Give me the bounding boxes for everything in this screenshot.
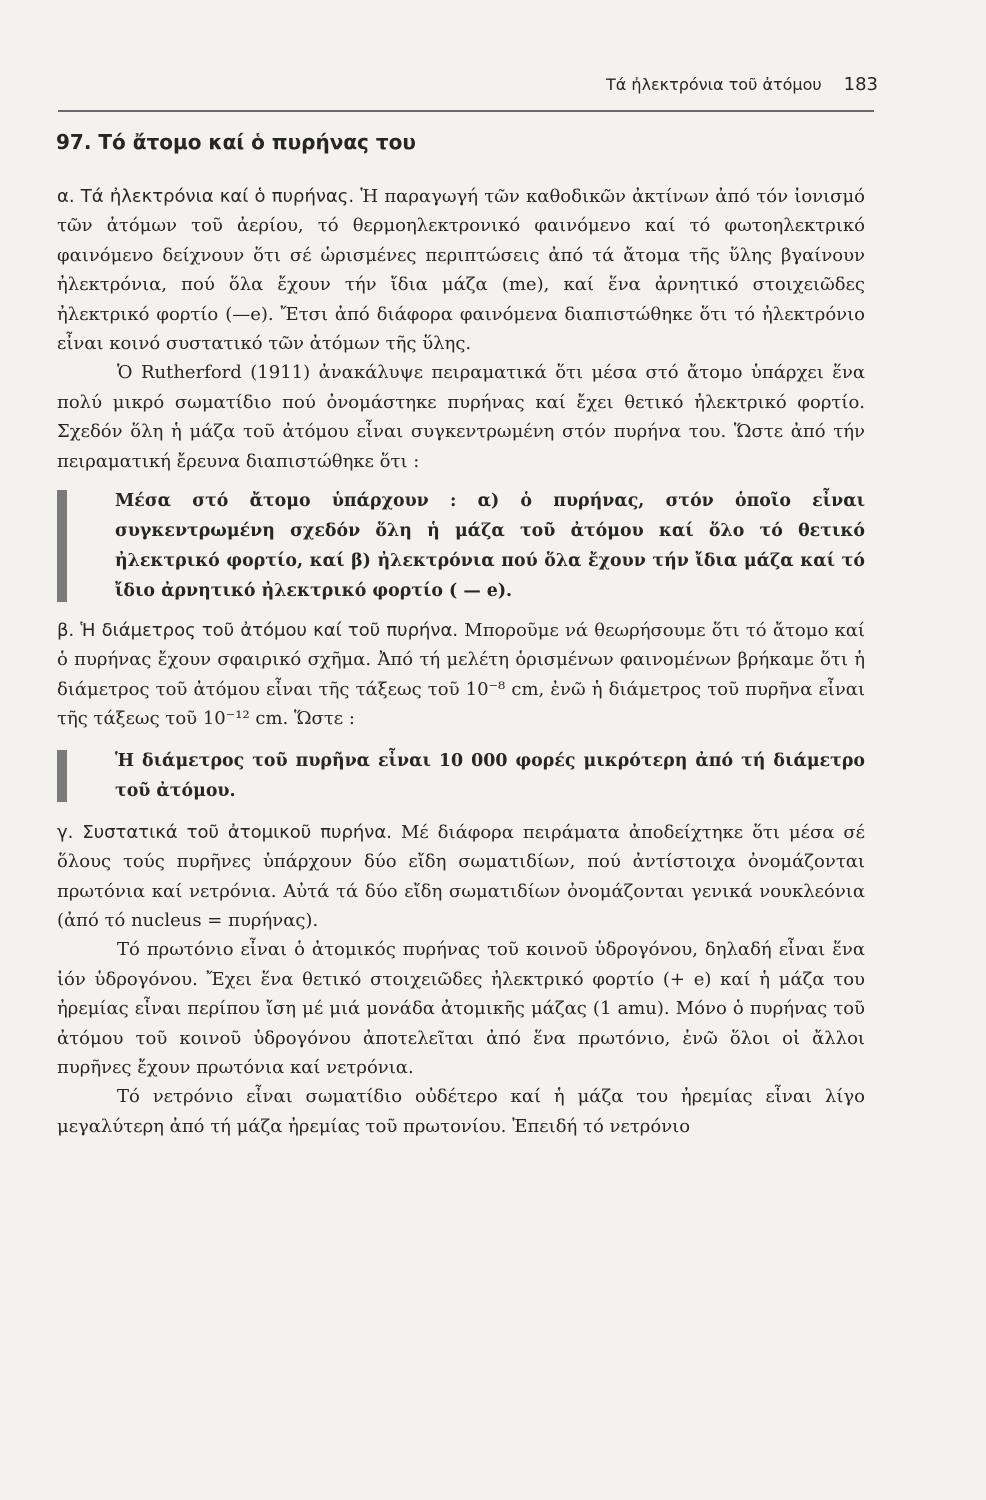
part-a-paragraph-2: Ὁ Rutherford (1911) ἀνακάλυψε πειραματικά ὅτι μέσα στό ἄτομο ὑπάρχει ἕνα πολύ μικρό σωματίδιο πού ὀνομάστηκε πυρήνας καί ἔχει θετικό ἠλεκτρικό φορτίο. Σχεδόν ὅλη ἡ μάζα τοῦ ἀτόμου εἶναι συγκεντρωμένη στόν πυρήνα του. Ὥστε ἀπό τήν πειραματική ἔρευνα διαπιστώθηκε ὅτι : [57, 362, 865, 472]
part-b-text: Μποροῦμε νά θεωρήσουμε ὅτι τό ἄτομο καί ὁ πυρήνας ἔχουν σφαιρικό σχῆμα. Ἀπό τή μελέτη ὁρισμένων φαινομένων βρήκαμε ὅτι ἡ διάμετρος τοῦ ἀτόμου εἶναι τῆς τάξεως τοῦ 10⁻⁸ cm, ἐνῶ ἡ διάμετρος τοῦ πυρῆνα εἶναι τῆς τάξεως τοῦ 10⁻¹² cm. Ὥστε : [57, 620, 865, 730]
part-c-label: γ. Συστατικά τοῦ ἀτομικοῦ πυρήνα. [57, 821, 392, 843]
part-a-label: α. Τά ἠλεκτρόνια καί ὁ πυρήνας. [57, 186, 355, 207]
highlight-text-a: Μέσα στό ἄτομο ὑπάρχουν : α) ὁ πυρήνας, στόν ὁποῖο εἶναι συγκεντρωμένη σχεδόν ὅλη ἡ μάζα τοῦ ἀτόμου καί ὅλο τό θετικό ἠλεκτρικό φορτίο, καί β) ἠλεκτρόνια πού ὅλα ἔχουν τήν ἴδια μάζα καί τό ἴδιο ἀρνητικό ἠλεκτρικό φορτίο ( — e). [115, 491, 865, 602]
running-header [560, 74, 878, 95]
header-rule [58, 110, 874, 112]
part-c-paragraph-1 [57, 818, 865, 936]
part-a-paragraph-1 [57, 182, 865, 358]
part-b-label: β. Ἡ διάμετρος τοῦ ἀτόμου καί τοῦ πυρήνα. [57, 620, 459, 642]
running-title: Τά ἠλεκτρόνια τοῦ ἀτόμου [606, 75, 822, 94]
highlight-bar [57, 750, 67, 802]
highlight-box-b [57, 746, 865, 806]
part-b-paragraph [57, 616, 865, 734]
highlight-text-b: Ἡ διάμετρος τοῦ πυρῆνα εἶναι 10 000 φορές μικρότερη ἀπό τή διάμετρο τοῦ ἀτόμου. [115, 750, 865, 801]
part-c-text-1: Μέ διάφορα πειράματα ἀποδείχτηκε ὅτι μέσα σέ ὅλους τούς πυρῆνες ὑπάρχουν δύο εἴδη σωματιδίων, πού ἀντίστοιχα ὀνομάζονται πρωτόνια καί νετρόνια. Αὐτά τά δύο εἴδη σωματιδίων ὀνομάζονται γενικά νουκλεόνια (ἀπό τό nucleus = πυρήνας). [57, 821, 865, 931]
body-text [57, 182, 865, 1141]
part-a-text-1: Ἡ παραγωγή τῶν καθοδικῶν ἀκτίνων ἀπό τόν ἰονισμό τῶν ἀτόμων τοῦ ἀερίου, τό θερμοηλεκτρονικό φαινόμενο καί τό φωτοηλεκτρικό φαινόμενο δείχνουν ὅτι σέ ὡρισμένες περιπτώσεις ἀπό τά ἄτομα τῆς ὕλης βγαίνουν ἠλεκτρόνια, πού ὅλα ἔχουν τήν ἴδια μάζα (me), καί ἕνα ἀρνητικό στοιχειῶδες ἠλεκτρικό φορτίο (—e). Ἔτσι ἀπό διάφορα φαινόμενα διαπιστώθηκε ὅτι τό ἠλεκτρόνιο εἶναι κοινό συστατικό τῶν ἀτόμων τῆς ὕλης. [57, 186, 865, 355]
part-c-paragraph-3: Τό νετρόνιο εἶναι σωματίδιο οὐδέτερο καί ἡ μάζα του ἠρεμίας εἶναι λίγο μεγαλύτερη ἀπό τή μάζα ἠρεμίας τοῦ πρωτονίου. Ἐπειδή τό νετρόνιο [57, 1086, 865, 1137]
part-c-paragraph-2: Τό πρωτόνιο εἶναι ὁ ἀτομικός πυρήνας τοῦ κοινοῦ ὑδρογόνου, δηλαδή εἶναι ἕνα ἰόν ὑδρογόνου. Ἔχει ἕνα θετικό στοιχειῶδες ἠλεκτρικό φορτίο (+ e) καί ἡ μάζα του ἠρεμίας εἶναι περίπου ἴση μέ μιά μονάδα ἀτομικῆς μάζας (1 amu). Μόνο ὁ πυρήνας τοῦ ἀτόμου τοῦ κοινοῦ ὑδρογόνου ἀποτελεῖται ἀπό ἕνα πρωτόνιο, ἐνῶ ὅλοι οἱ ἄλλοι πυρῆνες ἔχουν πρωτόνια καί νετρόνια. [57, 939, 865, 1078]
section-title: 97. Τό ἄτομο καί ὁ πυρήνας του [56, 130, 416, 154]
page-number: 183 [843, 74, 878, 95]
highlight-box-a [57, 486, 865, 606]
highlight-bar [57, 490, 67, 602]
